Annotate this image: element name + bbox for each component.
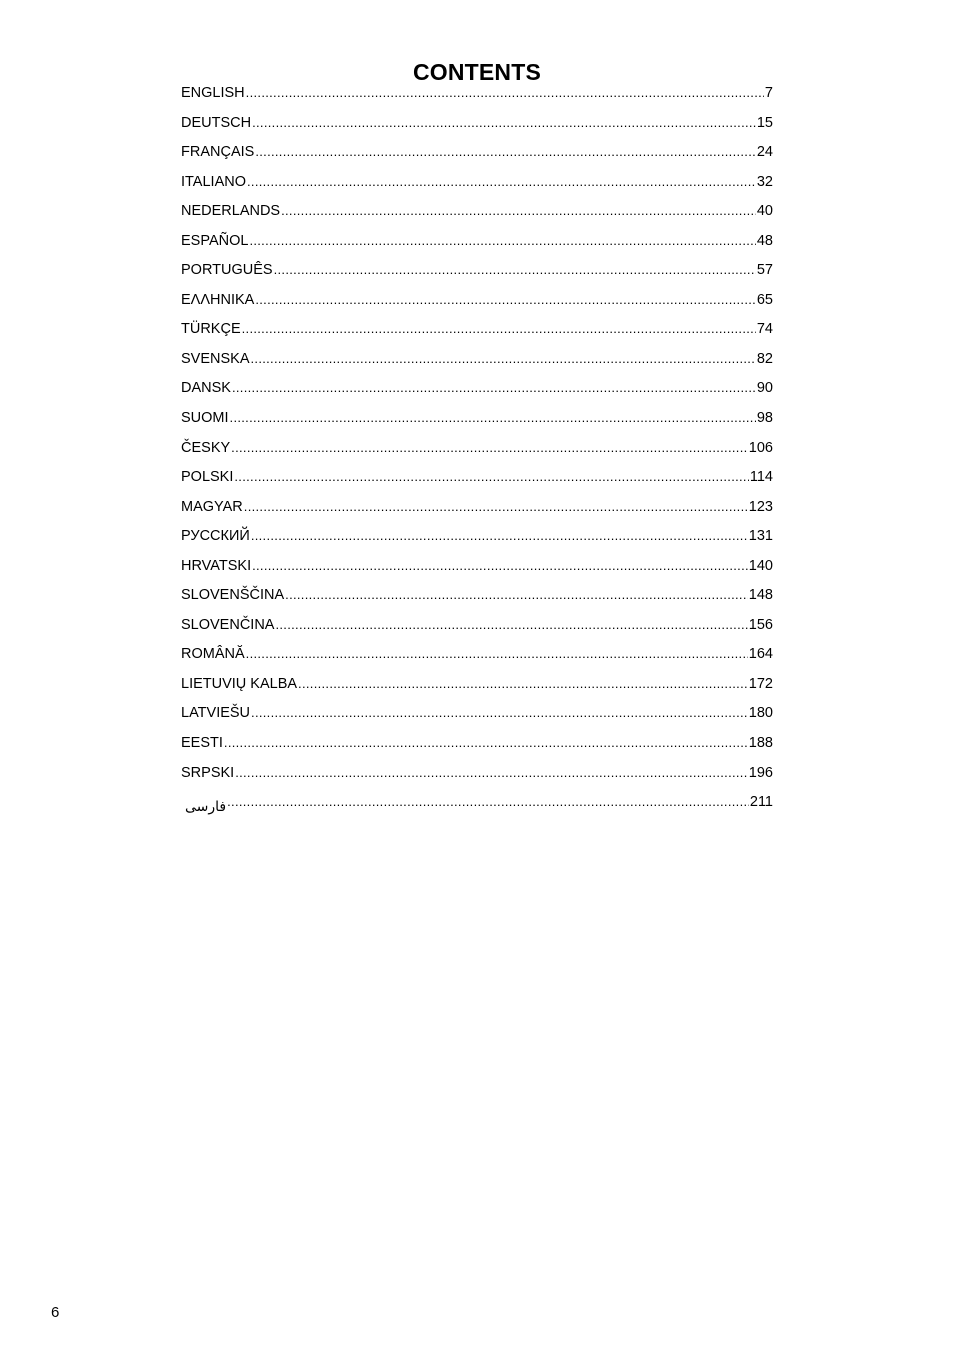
toc-entry-portugues[interactable]: [181, 255, 773, 285]
toc-entry-page: 15: [756, 114, 773, 131]
toc-dot-leader: [242, 314, 756, 344]
toc-entry-label: SLOVENČINA: [181, 616, 275, 633]
toc-entry-page: 172: [748, 675, 773, 692]
toc-dot-leader: [255, 137, 756, 167]
toc-entry-romana[interactable]: [181, 639, 773, 669]
toc-entry-page: 74: [756, 321, 773, 338]
toc-entry-page: 148: [748, 587, 773, 604]
toc-entry-farsi[interactable]: [181, 787, 773, 817]
toc-entry-page: 180: [748, 705, 773, 722]
toc-dot-leader: [230, 403, 756, 433]
toc-entry-dansk[interactable]: [181, 373, 773, 403]
toc-entry-deutsch[interactable]: [181, 108, 773, 138]
toc-entry-label: LATVIEŠU: [181, 705, 251, 722]
toc-entry-polski[interactable]: [181, 462, 773, 492]
toc-entry-italiano[interactable]: [181, 167, 773, 197]
toc-entry-nederlands[interactable]: [181, 196, 773, 226]
toc-entry-label: ITALIANO: [181, 173, 246, 190]
toc-dot-leader: [274, 255, 756, 285]
toc-dot-leader: [255, 285, 756, 315]
toc-entry-page: 164: [748, 646, 773, 663]
toc-entry-lietuviu-kalba[interactable]: [181, 669, 773, 699]
toc-entry-page: 7: [764, 85, 773, 101]
toc-dot-leader: [227, 787, 749, 817]
toc-entry-page: 211: [749, 794, 773, 811]
toc-entry-cesky[interactable]: [181, 433, 773, 463]
toc-entry-page: 65: [756, 291, 773, 308]
toc-entry-page: 123: [748, 498, 773, 515]
toc-entry-label: فارسی: [185, 799, 227, 816]
table-of-contents: [181, 78, 773, 817]
toc-entry-label: РУССКИЙ: [181, 528, 250, 545]
toc-dot-leader: [298, 669, 748, 699]
toc-dot-leader: [249, 226, 755, 256]
toc-dot-leader: [232, 373, 756, 403]
toc-entry-latviesu[interactable]: [181, 698, 773, 728]
toc-dot-leader: [246, 78, 764, 108]
toc-entry-label: ENGLISH: [181, 85, 245, 101]
toc-entry-page: 188: [748, 735, 773, 752]
toc-entry-label: NEDERLANDS: [181, 203, 281, 220]
toc-dot-leader: [252, 108, 756, 138]
toc-entry-turkce[interactable]: [181, 314, 773, 344]
toc-entry-label: EESTI: [181, 735, 223, 752]
toc-entry-espanol[interactable]: [181, 226, 773, 256]
toc-entry-label: PORTUGUÊS: [181, 262, 273, 279]
toc-dot-leader: [244, 492, 748, 522]
toc-entry-page: 106: [748, 439, 773, 456]
toc-entry-label: POLSKI: [181, 469, 234, 486]
toc-dot-leader: [251, 344, 756, 374]
toc-dot-leader: [235, 758, 748, 788]
toc-entry-label: ΕΛΛΗΝΙΚΑ: [181, 291, 255, 308]
toc-dot-leader: [252, 551, 748, 581]
toc-entry-page: 140: [748, 557, 773, 574]
toc-entry-svenska[interactable]: [181, 344, 773, 374]
toc-entry-page: 114: [749, 469, 773, 486]
toc-dot-leader: [281, 196, 756, 226]
toc-entry-page: 196: [748, 764, 773, 781]
toc-entry-page: 40: [756, 203, 773, 220]
toc-dot-leader: [275, 610, 747, 640]
toc-entry-label: MAGYAR: [181, 498, 243, 515]
toc-entry-francais[interactable]: [181, 137, 773, 167]
toc-entry-page: 24: [756, 144, 773, 161]
toc-entry-label: DANSK: [181, 380, 231, 397]
toc-entry-page: 90: [756, 380, 773, 397]
toc-dot-leader: [246, 639, 748, 669]
toc-entry-label: ROMÂNĂ: [181, 646, 245, 663]
toc-entry-label: HRVATSKI: [181, 557, 252, 574]
toc-entry-label: TÜRKÇE: [181, 321, 241, 338]
toc-entry-hrvatski[interactable]: [181, 551, 773, 581]
toc-dot-leader: [285, 580, 748, 610]
toc-entry-page: 131: [748, 528, 773, 545]
toc-entry-label: FRANÇAIS: [181, 144, 255, 161]
toc-dot-leader: [247, 167, 756, 197]
toc-entry-page: 98: [756, 410, 773, 427]
toc-entry-page: 82: [756, 350, 773, 367]
toc-entry-label: SRPSKI: [181, 764, 235, 781]
toc-entry-label: ČESKY: [181, 439, 231, 456]
toc-dot-leader: [231, 433, 748, 463]
toc-entry-page: 156: [748, 616, 773, 633]
toc-dot-leader: [234, 462, 748, 492]
toc-dot-leader: [251, 521, 748, 551]
toc-entry-label: DEUTSCH: [181, 114, 252, 131]
toc-entry-page: 48: [756, 232, 773, 249]
toc-entry-srpski[interactable]: [181, 758, 773, 788]
page-title: CONTENTS: [412, 59, 542, 86]
toc-entry-slovencina[interactable]: [181, 610, 773, 640]
page-number: 6: [51, 1304, 60, 1321]
toc-dot-leader: [224, 728, 748, 758]
toc-entry-eesti[interactable]: [181, 728, 773, 758]
toc-entry-page: 32: [756, 173, 773, 190]
toc-entry-english[interactable]: [181, 78, 773, 108]
toc-entry-label: SUOMI: [181, 410, 229, 427]
toc-dot-leader: [251, 698, 748, 728]
toc-entry-ellinika[interactable]: [181, 285, 773, 315]
toc-entry-suomi[interactable]: [181, 403, 773, 433]
toc-entry-russkiy[interactable]: [181, 521, 773, 551]
toc-entry-label: SLOVENŠČINA: [181, 587, 285, 604]
toc-entry-label: SVENSKA: [181, 350, 250, 367]
toc-entry-label: LIETUVIŲ KALBA: [181, 675, 298, 692]
toc-entry-page: 57: [756, 262, 773, 279]
toc-entry-magyar[interactable]: [181, 492, 773, 522]
toc-entry-label: ESPAÑOL: [181, 232, 249, 249]
toc-entry-slovenscina[interactable]: [181, 580, 773, 610]
